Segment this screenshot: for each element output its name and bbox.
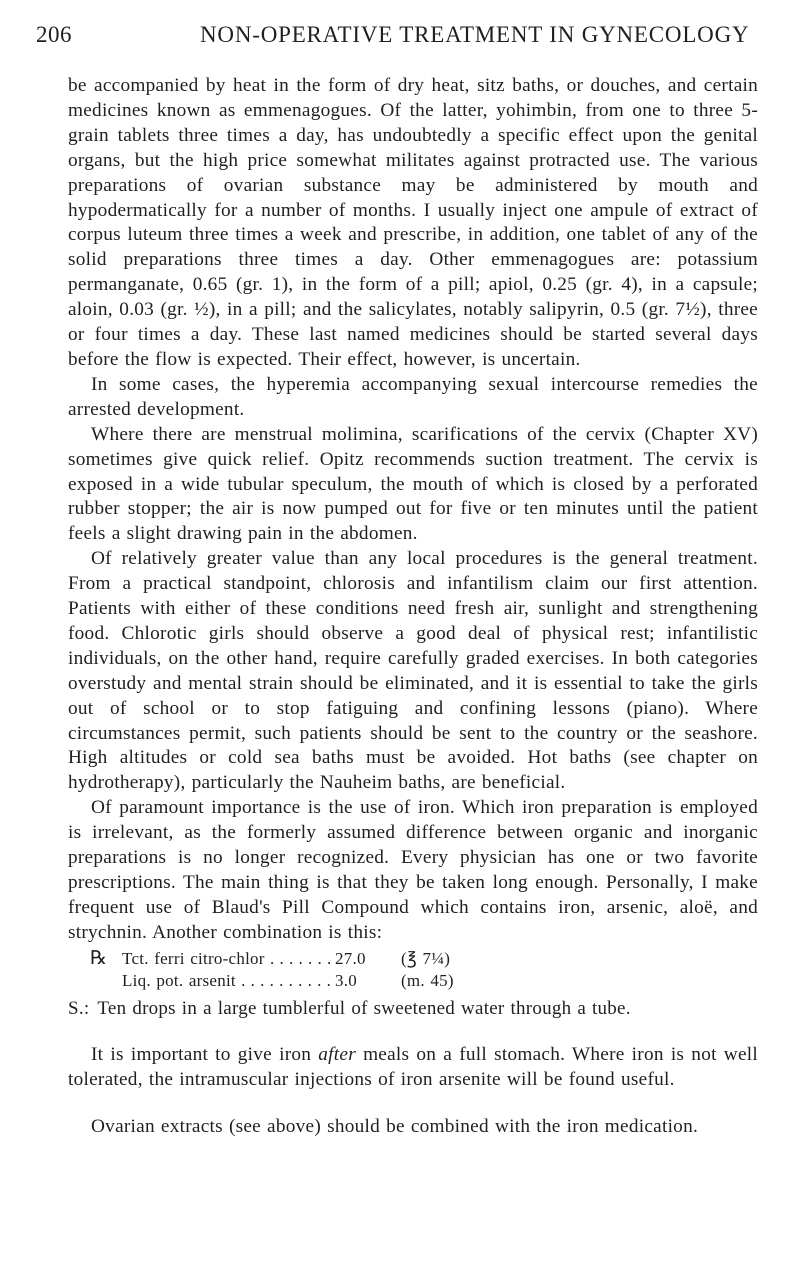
paragraph-general-treatment: Of relatively greater value than any local procedures is the general treatment. From a practical standpoint, chlorosis and infantilism claim our first attention. Patients with either of these conditions need fresh air, sunlight and strengthening food. Chlorotic girls should observe a good deal of physical rest; infantilistic individuals, on the other hand, require carefully graded exercises. In both categories overstudy and mental strain should be eliminated, and it is essential to take the girls out of school or to stop fatiguing and confining lessons (piano). Where circumstances permit, such patients should be sent to the country or the seashore. High altitudes or cold sea baths must be avoided. Hot baths (see chapter on hydrotherapy), particularly the Nauheim baths, are beneficial. (68, 548, 758, 794)
prescription-row (68, 948, 758, 970)
signa-text: Ten drops in a large tumblerful of sweetened water through a tube. (97, 997, 631, 1019)
paragraph-iron-timing (68, 1043, 758, 1093)
book-page (36, 22, 758, 1139)
prescription-equivalent: (℥ 7¼) (401, 948, 451, 968)
prescription-row (68, 970, 758, 992)
page-header (36, 22, 758, 56)
prescription-amount: 27.0 (335, 948, 366, 968)
running-head: NON-OPERATIVE TREATMENT IN GYNECOLOGY (200, 22, 750, 47)
prescription (68, 948, 758, 992)
signa-line (68, 996, 758, 1021)
paragraph-molimina: Where there are menstrual molimina, scarifications of the cervix (Chapter XV) sometimes give quick relief. Opitz recommends suction treatment. The cervix is exposed in a wide tubular speculum, the mouth of which is closed by a perforated rubber stopper; the air is now pumped out for five or ten minutes until the patient feels a slight drawing pain in the abdomen. (68, 423, 758, 545)
paragraph-iron: Of paramount importance is the use of iron. Which iron preparation is employed is irrelevant, as the formerly assumed difference between organic and inorganic preparations is no longer recognized. Every physician has one or two favorite prescriptions. The main thing is that they be taken long enough. Personally, I make frequent use of Blaud's Pill Compound which contains iron, arsenic, aloë, and strychnin. Another combination is this: (68, 797, 758, 943)
prescription-amount: 3.0 (335, 970, 357, 990)
body-text (68, 74, 758, 1139)
signa-label: S.: (68, 997, 90, 1019)
paragraph-ovarian-extracts: Ovarian extracts (see above) should be combined with the iron medication. (91, 1115, 699, 1137)
paragraph-text: meals on a full stomach. Where iron is not well tolerated, the intramuscular injections of iron arsenite will be found useful. (68, 1043, 758, 1090)
prescription-ingredient: Tct. ferri citro-chlor . . . (122, 948, 332, 970)
prescription-equivalent: (m. 45) (401, 970, 454, 990)
paragraph-hyperemia: In some cases, the hyperemia accompanying sexual intercourse remedies the arrested development. (68, 373, 758, 420)
paragraph-emmenagogues: be accompanied by heat in the form of dry heat, sitz baths, or douches, and certain medicines known as emmenagogues. Of the latter, yohimbin, from one to three 5-grain tablets three times a day, has undoubtedly a specific effect upon the genital organs, but the high price somewhat militates against protracted use. The various preparations of ovarian substance may be administered by mouth and hypodermatically for a number of months. I usually inject one ampule of extract of corpus luteum three times a week and prescribe, in addition, one tablet of any of the solid preparations three times a day. Other emmenagogues are: potassium permanganate, 0.65 (gr. 1), in the form of a pill; apiol, 0.25 (gr. 4), in a capsule; aloin, 0.03 (gr. ½), in a pill; and the salicylates, notably salipyrin, 0.5 (gr. 7½), three or four times a day. These last named medicines should be started several days before the flow is expected. Their effect, however, is uncertain. (68, 75, 758, 370)
recipe-symbol: ℞ (90, 947, 108, 969)
paragraph-text: It is important to give iron (91, 1043, 319, 1065)
prescription-ingredient: Liq. pot. arsenit . . . (122, 970, 332, 992)
page-number: 206 (36, 22, 72, 47)
emphasis-after: after (318, 1043, 356, 1065)
